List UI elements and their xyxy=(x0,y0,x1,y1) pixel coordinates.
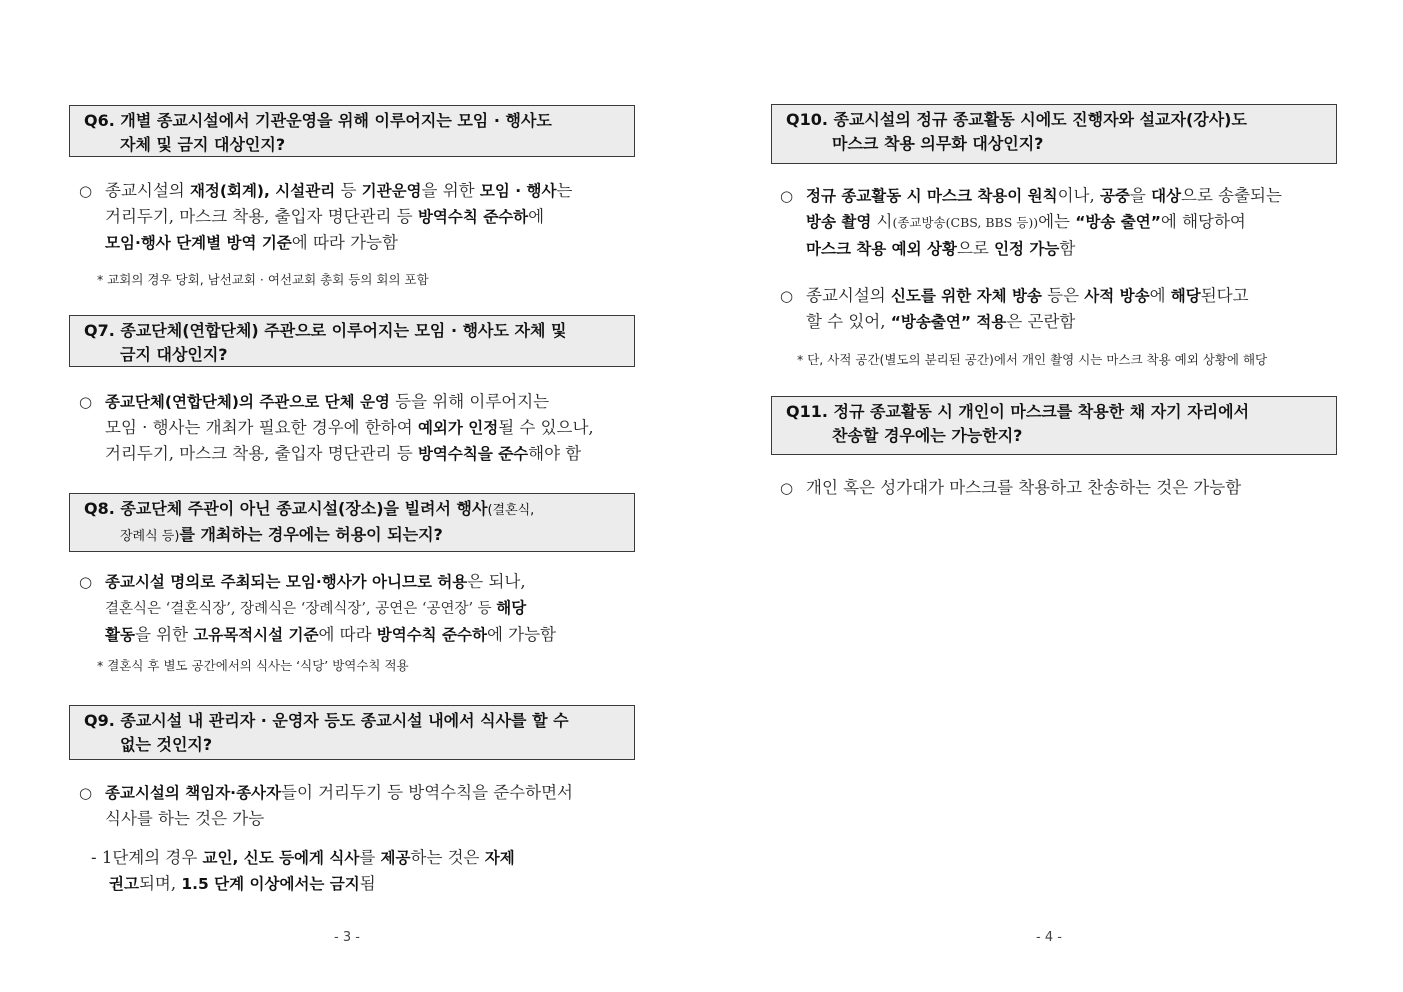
q11-title-line1: Q11. 정규 종교활동 시 개인이 마스크를 착용한 채 자기 자리에서 xyxy=(786,402,1250,421)
text: 모임 · 행사는 개최가 필요한 경우에 한하여 xyxy=(105,418,418,437)
q8-title-small: 장례식 등) xyxy=(120,529,180,544)
q7-answer xyxy=(79,389,639,467)
text: 거리두기, 마스크 착용, 출입자 명단관리 등 xyxy=(105,207,418,226)
emphasis: 교인, 신도 등에게 식사 xyxy=(202,849,360,867)
emphasis: 기관운영 xyxy=(361,182,422,200)
emphasis: 예외가 인정 xyxy=(417,419,499,437)
text: 에 따라 xyxy=(318,625,377,644)
q10-answer-2 xyxy=(780,283,1340,335)
emphasis: 재정(회계), 시설관리 xyxy=(189,182,336,200)
text: 들이 거리두기 등 방역수칙을 준수하면서 xyxy=(281,783,573,802)
q11-title-line2: 찬송할 경우에는 가능한지? xyxy=(832,426,1023,445)
q7-title-line2: 금지 대상인지? xyxy=(120,345,228,364)
text: 은 되나, xyxy=(467,572,526,591)
emphasis: 종교시설 명의로 주최되는 모임·행사가 아니므로 허용 xyxy=(105,573,468,591)
text: 등을 위해 이루어지는 xyxy=(389,392,550,411)
question-box-q8 xyxy=(69,493,635,552)
emphasis: 종교단체(연합단체)의 주관으로 단체 운영 xyxy=(105,393,390,411)
emphasis: 1.5 단계 이상에서는 금지 xyxy=(181,875,360,893)
bullet-icon: ○ xyxy=(780,187,794,205)
text: 에 해당하여 xyxy=(1160,212,1246,231)
page-number: - 4 - xyxy=(1036,930,1062,945)
text: 를 xyxy=(359,848,381,867)
emphasis: 종교시설의 책임자·종사자 xyxy=(105,784,281,802)
emphasis: 신도를 위한 자체 방송 xyxy=(890,287,1042,305)
text: 결혼식은 ‘결혼식장’, 장례식은 ‘장례식장’, 공연은 ‘공연장’ 등 xyxy=(105,601,497,617)
text: 종교시설의 xyxy=(806,286,891,305)
emphasis: 자제 xyxy=(484,849,515,867)
q6-title-line2: 자체 및 금지 대상인지? xyxy=(120,135,286,154)
page-3 xyxy=(0,0,701,992)
emphasis: “방송 출연” xyxy=(1075,213,1161,231)
text: 을 위한 xyxy=(134,625,194,644)
bullet-icon: ○ xyxy=(79,784,93,802)
emphasis: “방송출연” 적용 xyxy=(890,313,1007,331)
text: 을 xyxy=(1129,186,1152,205)
question-box-q6 xyxy=(69,105,635,157)
emphasis: 방역수칙을 준수 xyxy=(417,445,529,463)
text: 에 가능함 xyxy=(486,625,556,644)
text: 되며, xyxy=(138,874,182,893)
text: 될 수 있으나, xyxy=(498,418,594,437)
q8-title-text: Q8. 종교단체 주관이 아닌 종교시설(장소)을 빌려서 행사 xyxy=(84,499,488,518)
emphasis: 모임·행사 단계별 방역 기준 xyxy=(105,234,292,252)
q6-note: * 교회의 경우 당회, 남선교회 · 여선교회 총회 등의 회의 포함 xyxy=(97,272,429,287)
q6-answer xyxy=(79,178,639,256)
q8-title-line2 xyxy=(84,523,622,549)
text: 등은 xyxy=(1041,286,1085,305)
text: 된다고 xyxy=(1200,286,1249,305)
page-number: - 3 - xyxy=(334,930,360,945)
text: 는 xyxy=(556,181,573,200)
q6-title-line1: Q6. 개별 종교시설에서 기관운영을 위해 이루어지는 모임 · 행사도 xyxy=(84,111,552,130)
emphasis: 방역수칙 준수하 xyxy=(417,208,529,226)
text: 은 곤란함 xyxy=(1006,312,1076,331)
text: 등 xyxy=(335,181,362,200)
q11-answer xyxy=(780,475,1340,501)
emphasis: 제공 xyxy=(380,849,411,867)
q9-answer xyxy=(79,780,639,832)
q8-note: * 결혼식 후 별도 공간에서의 식사는 ‘식당’ 방역수칙 적용 xyxy=(97,658,409,673)
text: 함 xyxy=(1059,239,1076,258)
text: 해야 함 xyxy=(528,444,582,463)
q10-title-line1: Q10. 종교시설의 정규 종교활동 시에도 진행자와 설교자(강사)도 xyxy=(786,110,1247,129)
q10-note: * 단, 사적 공간(별도의 분리된 공간)에서 개인 촬영 시는 마스크 착용 예외 상황에 해당 xyxy=(797,352,1268,367)
text: 하는 것은 xyxy=(410,848,485,867)
emphasis: 인정 가능 xyxy=(994,240,1060,258)
text: 식사를 하는 것은 가능 xyxy=(105,809,265,828)
q8-title-text: 를 개최하는 경우에는 허용이 되는지? xyxy=(179,525,443,544)
emphasis: 방송 촬영 xyxy=(806,213,872,231)
emphasis: 마스크 착용 예외 상황 xyxy=(806,240,957,258)
text: - 1단계의 경우 xyxy=(91,848,203,867)
text: 이나, xyxy=(1057,186,1100,205)
bullet-icon: ○ xyxy=(780,479,794,497)
q9-title-line2: 없는 것인지? xyxy=(120,735,213,754)
bullet-icon: ○ xyxy=(79,393,93,411)
text: 에는 xyxy=(1038,212,1076,231)
bullet-icon: ○ xyxy=(780,287,794,305)
q10-title-line2: 마스크 착용 의무화 대상인지? xyxy=(832,134,1044,153)
text: 으로 xyxy=(956,239,995,258)
question-box-q11 xyxy=(771,396,1337,455)
q9-title-line1: Q9. 종교시설 내 관리자 · 운영자 등도 종교시설 내에서 식사를 할 수 xyxy=(84,711,569,730)
text: 에 xyxy=(1149,286,1171,305)
emphasis: 대상 xyxy=(1151,187,1182,205)
emphasis: 모임 · 행사 xyxy=(479,182,557,200)
emphasis: 방역수칙 준수하 xyxy=(376,626,487,644)
text: 시 xyxy=(871,212,893,231)
bullet-icon: ○ xyxy=(79,573,93,591)
emphasis: 정규 종교활동 시 마스크 착용이 원칙 xyxy=(806,187,1058,205)
text: 됨 xyxy=(359,874,376,893)
emphasis: 해당 xyxy=(1170,287,1201,305)
emphasis: 공중 xyxy=(1099,187,1130,205)
text: 거리두기, 마스크 착용, 출입자 명단관리 등 xyxy=(105,444,418,463)
bullet-icon: ○ xyxy=(79,182,93,200)
text: 을 위한 xyxy=(421,181,480,200)
q8-answer xyxy=(79,569,639,648)
q8-title-line1 xyxy=(84,497,622,523)
text: 종교시설의 xyxy=(105,181,190,200)
question-box-q9 xyxy=(69,705,635,760)
text: 에 xyxy=(528,207,545,226)
emphasis: 활동 xyxy=(105,626,135,644)
q9-dash-item xyxy=(91,845,631,897)
text: 할 수 있어, xyxy=(806,312,891,331)
q10-answer-1 xyxy=(780,183,1340,262)
text: 으로 송출되는 xyxy=(1181,186,1282,205)
q7-title-line1: Q7. 종교단체(연합단체) 주관으로 이루어지는 모임 · 행사도 자체 및 xyxy=(84,321,567,340)
question-box-q10 xyxy=(771,104,1337,164)
emphasis: 사적 방송 xyxy=(1084,287,1150,305)
text: (종교방송(CBS, BBS 등)) xyxy=(892,215,1039,230)
emphasis: 고유목적시설 기준 xyxy=(193,626,319,644)
text: 개인 혹은 성가대가 마스크를 착용하고 찬송하는 것은 가능함 xyxy=(806,478,1242,497)
page-4 xyxy=(701,0,1403,992)
emphasis: 해당 xyxy=(496,599,527,617)
q8-title-small: (결혼식, xyxy=(487,503,535,518)
question-box-q7 xyxy=(69,315,635,367)
text: 에 따라 가능함 xyxy=(291,233,398,252)
emphasis: 권고 xyxy=(109,875,139,893)
